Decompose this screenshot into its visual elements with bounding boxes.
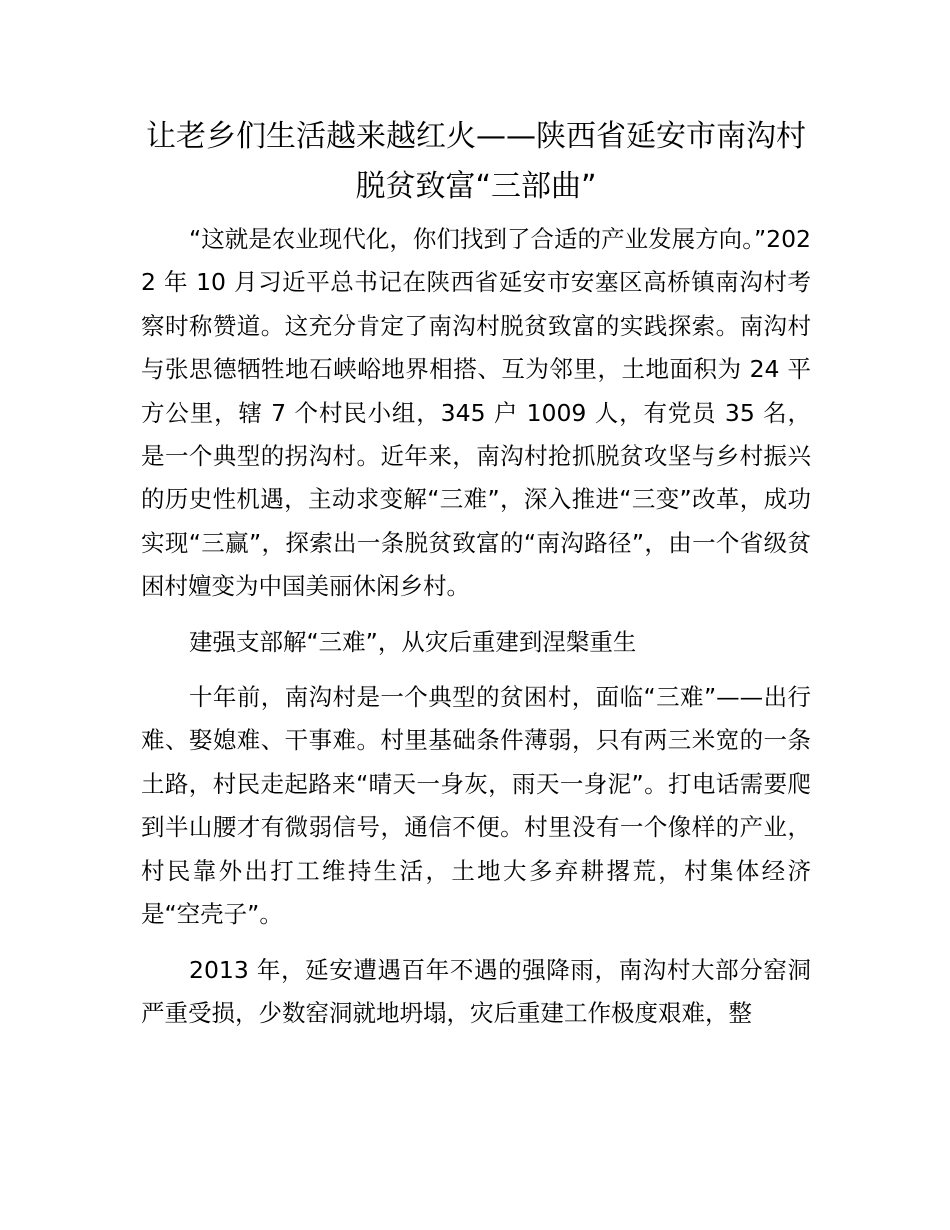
paragraph-2013: 2013 年，延安遭遇百年不遇的强降雨，南沟村大部分窑洞严重受损，少数窑洞就地坍塌，灾后重建工作极度艰难，整: [141, 955, 811, 1027]
document-page: [141, 112, 811, 1047]
document-title: 让老乡们生活越来越红火——陕西省延安市南沟村脱贫致富“三部曲”: [146, 119, 806, 204]
paragraph-background: 十年前，南沟村是一个典型的贫困村，面临“三难”——出行难、娶媳难、干事难。村里基础条件薄弱，只有两三米宽的一条土路，村民走起路来“晴天一身灰，雨天一身泥”。打电话需要爬到半山腰才有微弱信号，通信不便。村里没有一个像样的产业，村民靠外出打工维持生活，土地大多弃耕撂荒，村集体经济是“空壳子”。: [141, 683, 811, 929]
paragraph-intro: “这就是农业现代化，你们找到了合适的产业发展方向。”2022 年 10 月习近平总书记在陕西省延安市安塞区高桥镇南沟村考察时称赞道。这充分肯定了南沟村脱贫致富的实践探索。南沟村与张思德牺牲地石峡峪地界相搭、互为邻里，土地面积为 24 平方公里，辖 7 个村民小组，345 户 1009 人，有党员 35 名，是一个典型的拐沟村。近年来，南沟村抢抓脱贫攻坚与乡村振兴的历史性机遇，主动求变解“三难”，深入推进“三变”改革，成功实现“三赢”，探索出一条脱贫致富的“南沟路径”，由一个省级贫困村嬗变为中国美丽休闲乡村。: [141, 225, 811, 601]
section-heading: 建强支部解“三难”，从灾后重建到涅槃重生: [189, 627, 637, 656]
